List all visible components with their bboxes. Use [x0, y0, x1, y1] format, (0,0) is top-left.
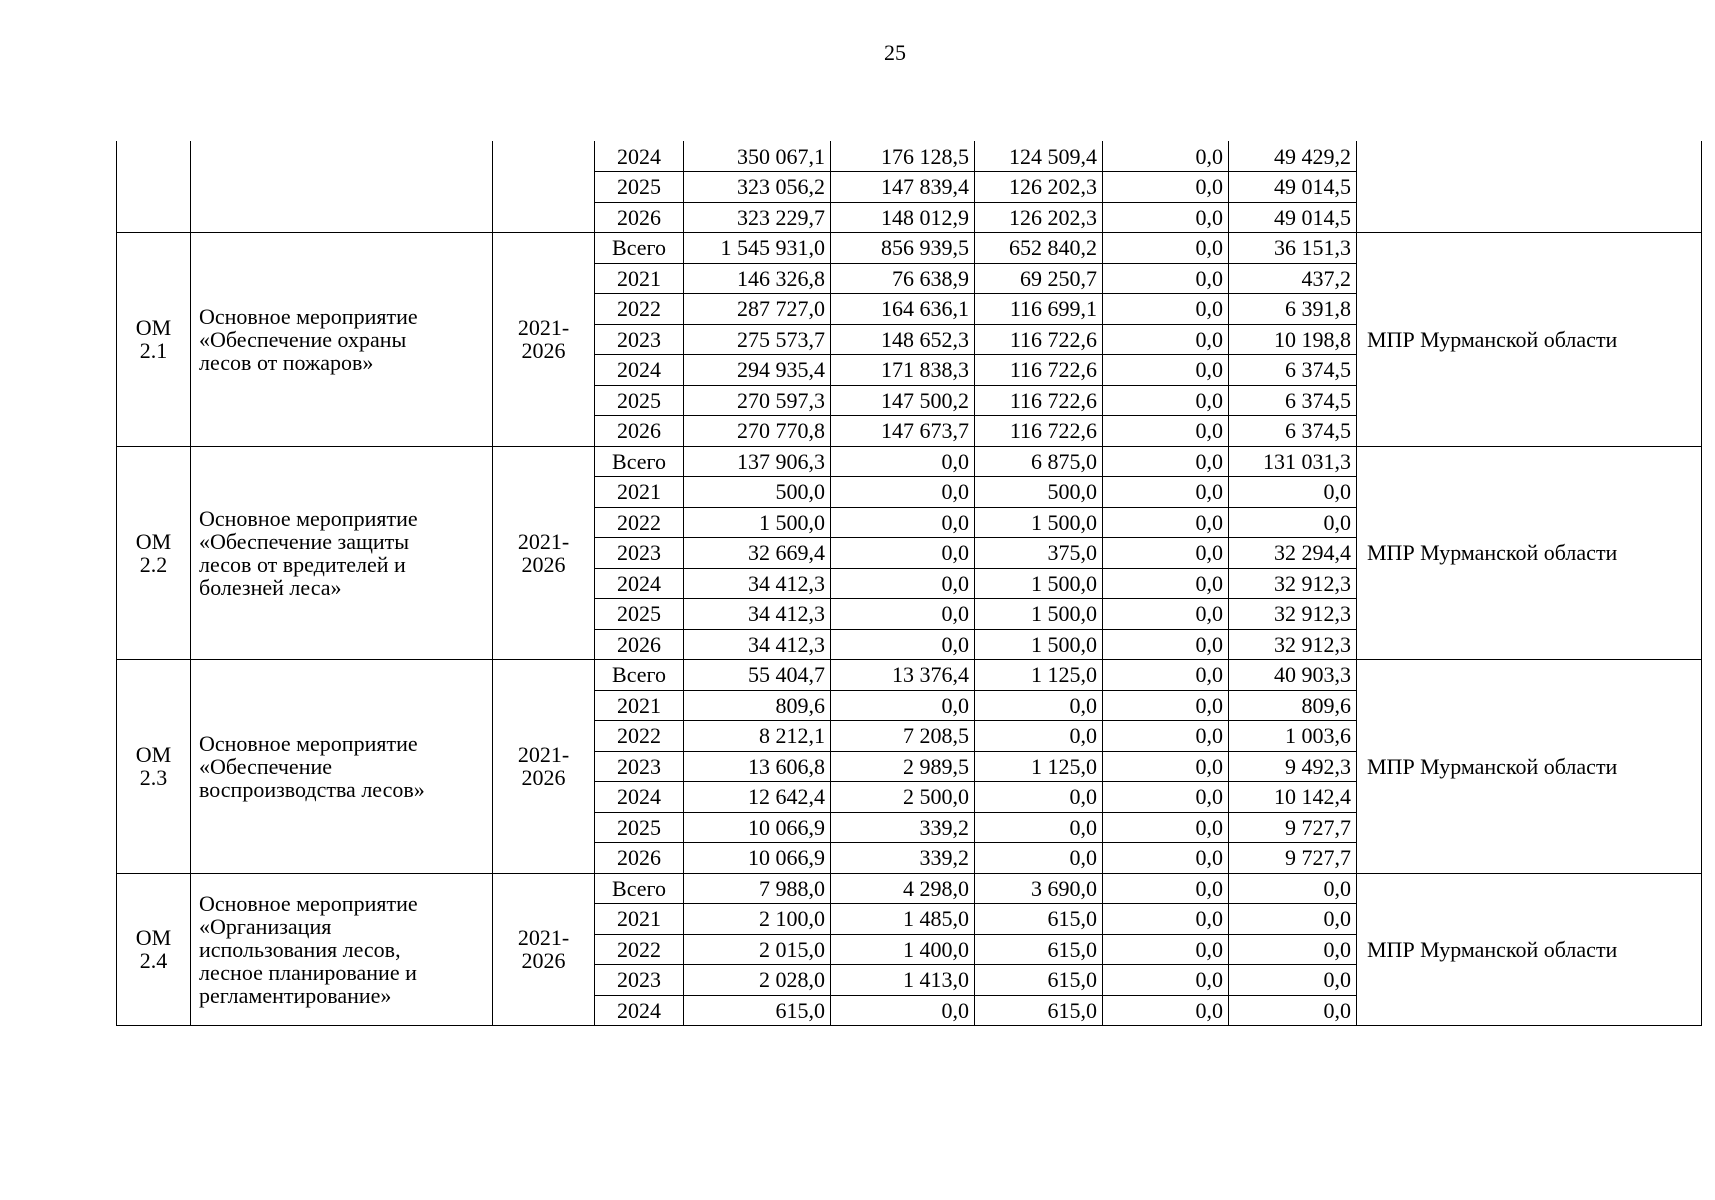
total-cell: 7 988,0	[684, 873, 831, 904]
source1-cell: 171 838,3	[831, 355, 975, 386]
source1-cell: 1 400,0	[831, 934, 975, 965]
source1-cell: 0,0	[831, 477, 975, 508]
year-cell: 2024	[595, 355, 684, 386]
source1-cell: 0,0	[831, 568, 975, 599]
year-cell: Всего	[595, 660, 684, 691]
source4-cell: 6 374,5	[1229, 355, 1357, 386]
source2-cell: 615,0	[975, 995, 1103, 1026]
year-cell: 2021	[595, 904, 684, 935]
total-cell: 2 015,0	[684, 934, 831, 965]
source2-cell: 116 722,6	[975, 324, 1103, 355]
activity-period-line: 2021-	[517, 315, 570, 341]
source4-cell: 437,2	[1229, 263, 1357, 294]
source3-cell: 0,0	[1103, 141, 1229, 172]
source4-cell: 32 912,3	[1229, 568, 1357, 599]
source3-cell: 0,0	[1103, 812, 1229, 843]
year-cell: 2025	[595, 812, 684, 843]
source2-cell: 3 690,0	[975, 873, 1103, 904]
source2-cell: 1 125,0	[975, 660, 1103, 691]
activity-period	[493, 233, 595, 447]
activity-code-line: 2.2	[139, 551, 168, 577]
name-cell	[191, 141, 493, 233]
source2-cell: 375,0	[975, 538, 1103, 569]
source2-cell: 0,0	[975, 843, 1103, 874]
source4-cell: 6 374,5	[1229, 416, 1357, 447]
total-cell: 323 056,2	[684, 172, 831, 203]
total-cell: 275 573,7	[684, 324, 831, 355]
activity-period-line: 2026	[521, 765, 566, 791]
activity-name	[191, 446, 493, 660]
source3-cell: 0,0	[1103, 843, 1229, 874]
source4-cell: 32 912,3	[1229, 629, 1357, 660]
source4-cell: 49 429,2	[1229, 141, 1357, 172]
activity-period	[493, 446, 595, 660]
year-cell: 2026	[595, 629, 684, 660]
source4-cell: 0,0	[1229, 995, 1357, 1026]
source2-cell: 500,0	[975, 477, 1103, 508]
source4-cell: 131 031,3	[1229, 446, 1357, 477]
budget-table	[116, 141, 1702, 1026]
source1-cell: 339,2	[831, 843, 975, 874]
source2-cell: 126 202,3	[975, 172, 1103, 203]
source2-cell: 652 840,2	[975, 233, 1103, 264]
page-number: 25	[884, 40, 906, 65]
source3-cell: 0,0	[1103, 355, 1229, 386]
source2-cell: 615,0	[975, 934, 1103, 965]
source4-cell: 10 198,8	[1229, 324, 1357, 355]
source4-cell: 40 903,3	[1229, 660, 1357, 691]
total-cell: 8 212,1	[684, 721, 831, 752]
source2-cell: 0,0	[975, 812, 1103, 843]
source2-cell: 116 699,1	[975, 294, 1103, 325]
source3-cell: 0,0	[1103, 538, 1229, 569]
activity-name-line: регламентирование»	[199, 982, 392, 1008]
source3-cell: 0,0	[1103, 446, 1229, 477]
source4-cell: 0,0	[1229, 934, 1357, 965]
year-cell: 2022	[595, 721, 684, 752]
source3-cell: 0,0	[1103, 599, 1229, 630]
source4-cell: 10 142,4	[1229, 782, 1357, 813]
source1-cell: 856 939,5	[831, 233, 975, 264]
year-cell: 2021	[595, 690, 684, 721]
source1-cell: 147 839,4	[831, 172, 975, 203]
source4-cell: 32 294,4	[1229, 538, 1357, 569]
source2-cell: 0,0	[975, 782, 1103, 813]
activity-name-line: «Обеспечение	[199, 753, 332, 779]
year-cell: 2026	[595, 416, 684, 447]
activity-name-line: лесов от пожаров»	[199, 349, 374, 375]
year-cell: 2023	[595, 538, 684, 569]
source2-cell: 0,0	[975, 721, 1103, 752]
total-cell: 2 028,0	[684, 965, 831, 996]
activity-name-line: «Обеспечение защиты	[199, 528, 410, 554]
source4-cell: 0,0	[1229, 477, 1357, 508]
activity-code-line: ОМ	[135, 528, 172, 554]
activity-code	[117, 233, 191, 447]
activity-period-line: 2026	[521, 551, 566, 577]
source3-cell: 0,0	[1103, 172, 1229, 203]
activity-code	[117, 873, 191, 1026]
year-cell: 2024	[595, 995, 684, 1026]
year-cell: 2023	[595, 324, 684, 355]
source3-cell: 0,0	[1103, 507, 1229, 538]
year-cell: 2026	[595, 843, 684, 874]
source3-cell: 0,0	[1103, 965, 1229, 996]
year-cell: 2025	[595, 599, 684, 630]
source2-cell: 1 500,0	[975, 629, 1103, 660]
source2-cell: 1 500,0	[975, 507, 1103, 538]
total-cell: 10 066,9	[684, 843, 831, 874]
year-cell: 2025	[595, 172, 684, 203]
source4-cell: 9 727,7	[1229, 843, 1357, 874]
source4-cell: 809,6	[1229, 690, 1357, 721]
year-cell: 2025	[595, 385, 684, 416]
source3-cell: 0,0	[1103, 873, 1229, 904]
source1-cell: 4 298,0	[831, 873, 975, 904]
total-cell: 287 727,0	[684, 294, 831, 325]
activity-executor: МПР Мурманской области	[1357, 873, 1702, 1026]
activity-executor: МПР Мурманской области	[1357, 446, 1702, 660]
source3-cell: 0,0	[1103, 721, 1229, 752]
source3-cell: 0,0	[1103, 294, 1229, 325]
total-cell: 294 935,4	[684, 355, 831, 386]
source3-cell: 0,0	[1103, 202, 1229, 233]
source3-cell: 0,0	[1103, 629, 1229, 660]
source4-cell: 32 912,3	[1229, 599, 1357, 630]
total-cell: 12 642,4	[684, 782, 831, 813]
table-row	[117, 873, 1702, 904]
activity-name-line: лесов от вредителей и	[199, 551, 406, 577]
source1-cell: 147 673,7	[831, 416, 975, 447]
source2-cell: 69 250,7	[975, 263, 1103, 294]
source1-cell: 0,0	[831, 629, 975, 660]
year-cell: Всего	[595, 873, 684, 904]
period-cell	[493, 141, 595, 233]
activity-period	[493, 873, 595, 1026]
source3-cell: 0,0	[1103, 263, 1229, 294]
total-cell: 55 404,7	[684, 660, 831, 691]
source1-cell: 1 413,0	[831, 965, 975, 996]
total-cell: 2 100,0	[684, 904, 831, 935]
table-row	[117, 446, 1702, 477]
activity-period-line: 2026	[521, 338, 566, 364]
source1-cell: 76 638,9	[831, 263, 975, 294]
source1-cell: 339,2	[831, 812, 975, 843]
total-cell: 13 606,8	[684, 751, 831, 782]
activity-code-line: 2.3	[139, 765, 168, 791]
year-cell: 2024	[595, 568, 684, 599]
source1-cell: 0,0	[831, 995, 975, 1026]
year-cell: 2024	[595, 782, 684, 813]
activity-period-line: 2021-	[517, 528, 570, 554]
activity-code-line: ОМ	[135, 742, 172, 768]
year-cell: 2023	[595, 965, 684, 996]
source4-cell: 36 151,3	[1229, 233, 1357, 264]
activity-name	[191, 660, 493, 874]
total-cell: 350 067,1	[684, 141, 831, 172]
source3-cell: 0,0	[1103, 751, 1229, 782]
source3-cell: 0,0	[1103, 660, 1229, 691]
source4-cell: 1 003,6	[1229, 721, 1357, 752]
activity-period-line: 2021-	[517, 925, 570, 951]
source2-cell: 1 500,0	[975, 599, 1103, 630]
activity-name-line: использования лесов,	[199, 936, 401, 962]
source2-cell: 1 125,0	[975, 751, 1103, 782]
source1-cell: 148 652,3	[831, 324, 975, 355]
activity-name-line: лесное планирование и	[199, 959, 417, 985]
source4-cell: 6 391,8	[1229, 294, 1357, 325]
activity-period	[493, 660, 595, 874]
source3-cell: 0,0	[1103, 477, 1229, 508]
code-cell	[117, 141, 191, 233]
source4-cell: 49 014,5	[1229, 202, 1357, 233]
year-cell: 2022	[595, 507, 684, 538]
year-cell: 2026	[595, 202, 684, 233]
activity-executor: МПР Мурманской области	[1357, 233, 1702, 447]
source3-cell: 0,0	[1103, 995, 1229, 1026]
activity-name-line: Основное мероприятие	[199, 730, 418, 756]
total-cell: 137 906,3	[684, 446, 831, 477]
source3-cell: 0,0	[1103, 690, 1229, 721]
source4-cell: 0,0	[1229, 965, 1357, 996]
source4-cell: 0,0	[1229, 904, 1357, 935]
total-cell: 809,6	[684, 690, 831, 721]
activity-name-line: Основное мероприятие	[199, 890, 418, 916]
source1-cell: 0,0	[831, 446, 975, 477]
total-cell: 34 412,3	[684, 629, 831, 660]
source1-cell: 147 500,2	[831, 385, 975, 416]
year-cell: Всего	[595, 446, 684, 477]
year-cell: Всего	[595, 233, 684, 264]
source1-cell: 0,0	[831, 690, 975, 721]
source3-cell: 0,0	[1103, 324, 1229, 355]
table-row	[117, 141, 1702, 172]
activity-name-line: Основное мероприятие	[199, 505, 418, 531]
source3-cell: 0,0	[1103, 934, 1229, 965]
source2-cell: 116 722,6	[975, 385, 1103, 416]
activity-code	[117, 446, 191, 660]
activity-name-line: Основное мероприятие	[199, 303, 418, 329]
source3-cell: 0,0	[1103, 416, 1229, 447]
activity-name-line: воспроизводства лесов»	[199, 776, 425, 802]
total-cell: 1 545 931,0	[684, 233, 831, 264]
executor-cell	[1357, 141, 1702, 233]
total-cell: 500,0	[684, 477, 831, 508]
table-row	[117, 660, 1702, 691]
total-cell: 1 500,0	[684, 507, 831, 538]
year-cell: 2024	[595, 141, 684, 172]
activity-name-line: «Обеспечение охраны	[199, 326, 407, 352]
source3-cell: 0,0	[1103, 568, 1229, 599]
source4-cell: 9 727,7	[1229, 812, 1357, 843]
total-cell: 34 412,3	[684, 599, 831, 630]
source4-cell: 0,0	[1229, 873, 1357, 904]
source4-cell: 6 374,5	[1229, 385, 1357, 416]
source1-cell: 2 989,5	[831, 751, 975, 782]
source1-cell: 148 012,9	[831, 202, 975, 233]
table-row	[117, 233, 1702, 264]
activity-name	[191, 873, 493, 1026]
source4-cell: 49 014,5	[1229, 172, 1357, 203]
source3-cell: 0,0	[1103, 385, 1229, 416]
source3-cell: 0,0	[1103, 233, 1229, 264]
source4-cell: 9 492,3	[1229, 751, 1357, 782]
activity-period-line: 2026	[521, 948, 566, 974]
source1-cell: 1 485,0	[831, 904, 975, 935]
year-cell: 2022	[595, 294, 684, 325]
activity-code	[117, 660, 191, 874]
year-cell: 2021	[595, 477, 684, 508]
source1-cell: 176 128,5	[831, 141, 975, 172]
total-cell: 270 770,8	[684, 416, 831, 447]
total-cell: 270 597,3	[684, 385, 831, 416]
source2-cell: 6 875,0	[975, 446, 1103, 477]
activity-name	[191, 233, 493, 447]
total-cell: 34 412,3	[684, 568, 831, 599]
source1-cell: 0,0	[831, 507, 975, 538]
source2-cell: 615,0	[975, 904, 1103, 935]
activity-code-line: ОМ	[135, 315, 172, 341]
activity-code-line: ОМ	[135, 925, 172, 951]
source1-cell: 0,0	[831, 599, 975, 630]
activity-code-line: 2.1	[139, 338, 168, 364]
source2-cell: 126 202,3	[975, 202, 1103, 233]
total-cell: 146 326,8	[684, 263, 831, 294]
source1-cell: 2 500,0	[831, 782, 975, 813]
source1-cell: 0,0	[831, 538, 975, 569]
source1-cell: 164 636,1	[831, 294, 975, 325]
source2-cell: 0,0	[975, 690, 1103, 721]
source3-cell: 0,0	[1103, 904, 1229, 935]
activity-code-line: 2.4	[139, 948, 168, 974]
total-cell: 32 669,4	[684, 538, 831, 569]
source2-cell: 1 500,0	[975, 568, 1103, 599]
source2-cell: 116 722,6	[975, 355, 1103, 386]
year-cell: 2022	[595, 934, 684, 965]
activity-name-line: болезней леса»	[199, 574, 342, 600]
activity-name-line: «Организация	[199, 913, 332, 939]
activity-executor: МПР Мурманской области	[1357, 660, 1702, 874]
total-cell: 10 066,9	[684, 812, 831, 843]
source3-cell: 0,0	[1103, 782, 1229, 813]
source2-cell: 116 722,6	[975, 416, 1103, 447]
source2-cell: 615,0	[975, 965, 1103, 996]
source1-cell: 13 376,4	[831, 660, 975, 691]
total-cell: 615,0	[684, 995, 831, 1026]
year-cell: 2021	[595, 263, 684, 294]
activity-period-line: 2021-	[517, 742, 570, 768]
source1-cell: 7 208,5	[831, 721, 975, 752]
source2-cell: 124 509,4	[975, 141, 1103, 172]
source4-cell: 0,0	[1229, 507, 1357, 538]
year-cell: 2023	[595, 751, 684, 782]
total-cell: 323 229,7	[684, 202, 831, 233]
